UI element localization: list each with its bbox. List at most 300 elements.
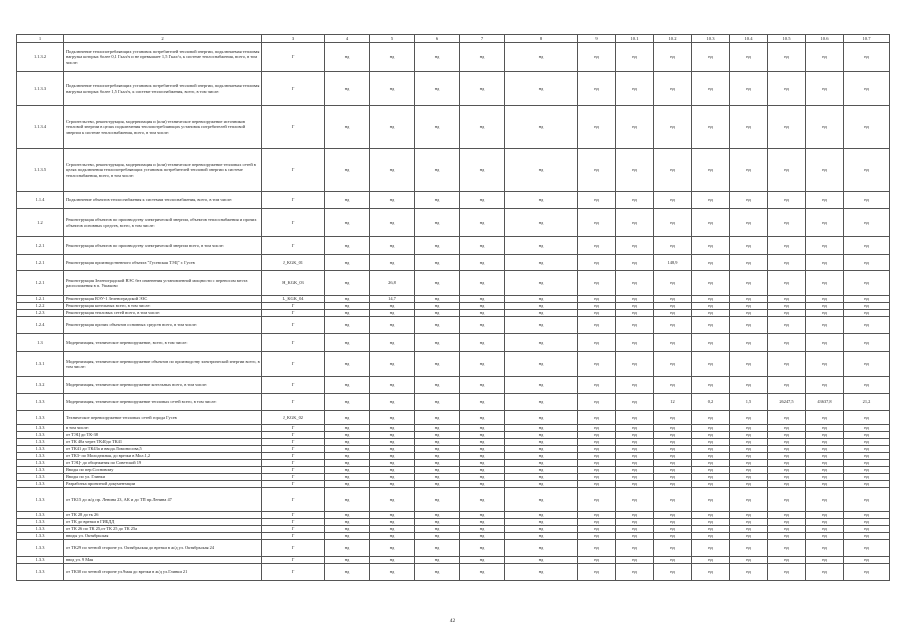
value-cell: нд (616, 237, 654, 255)
row-id-cell: Г (262, 439, 325, 446)
table-row (17, 271, 890, 296)
row-description-cell: Подключение теплопотребляющих установок потребителей тепловой энергии, подключаемая тепловая нагрузка которых более 0,1 Гкал/ч и не превышает 1,5 Гкал/ч, к системе теплоснабжения, всего, в том числе: (64, 43, 262, 72)
value-cell: 148,9 (654, 255, 692, 271)
value-cell: нд (616, 271, 654, 296)
value-cell: нд (578, 255, 616, 271)
value-cell: нд (370, 377, 415, 394)
value-cell: нд (730, 192, 768, 209)
column-header: 8 (505, 35, 578, 43)
value-cell: нд (415, 460, 460, 467)
value-cell: нд (616, 432, 654, 439)
value-cell: нд (654, 192, 692, 209)
row-code-cell: 1.2.1 (17, 271, 64, 296)
value-cell: нд (730, 533, 768, 540)
value-cell: нд (370, 303, 415, 310)
value-cell: нд (844, 533, 890, 540)
row-description-cell: Техническое перевооружение тепловых сетей города Гусев (64, 411, 262, 425)
value-cell: нд (616, 377, 654, 394)
column-header: 10.3 (692, 35, 730, 43)
value-cell: нд (370, 425, 415, 432)
value-cell: нд (768, 488, 806, 512)
value-cell: нд (578, 533, 616, 540)
row-code-cell: 1.1.3.2 (17, 43, 64, 72)
value-cell: нд (654, 557, 692, 564)
value-cell: нд (616, 564, 654, 581)
value-cell: нд (730, 540, 768, 557)
value-cell: нд (730, 460, 768, 467)
column-header: 5 (370, 35, 415, 43)
value-cell: нд (460, 411, 505, 425)
value-cell: нд (616, 512, 654, 519)
value-cell: нд (578, 352, 616, 377)
value-cell: нд (616, 474, 654, 481)
value-cell: нд (616, 557, 654, 564)
value-cell: нд (844, 519, 890, 526)
value-cell: нд (578, 106, 616, 149)
value-cell: нд (692, 334, 730, 352)
value-cell: нд (768, 317, 806, 334)
table-row (17, 310, 890, 317)
value-cell: нд (325, 460, 370, 467)
value-cell: нд (578, 453, 616, 460)
row-code-cell: 1.3.3 (17, 453, 64, 460)
value-cell: нд (370, 533, 415, 540)
value-cell: нд (370, 237, 415, 255)
value-cell: нд (370, 394, 415, 411)
value-cell: нд (578, 237, 616, 255)
row-code-cell: 1.1.3.5 (17, 149, 64, 192)
row-description-cell: от ТК30 по четной стороне ул.9мая до врезки в ж/д ул.Глинки 21 (64, 564, 262, 581)
value-cell: нд (578, 540, 616, 557)
value-cell: нд (806, 533, 844, 540)
value-cell: нд (415, 519, 460, 526)
value-cell: нд (370, 439, 415, 446)
value-cell: нд (460, 192, 505, 209)
value-cell: нд (768, 557, 806, 564)
value-cell: нд (460, 453, 505, 460)
value-cell: нд (370, 481, 415, 488)
table-row (17, 488, 890, 512)
value-cell: нд (654, 149, 692, 192)
table-row (17, 411, 890, 425)
value-cell: нд (692, 352, 730, 377)
value-cell: нд (505, 310, 578, 317)
value-cell: нд (730, 317, 768, 334)
row-description-cell: Подключение теплопотребляющих установок потребителей тепловой энергии, подключаемая тепловая нагрузка которых более 1,5 Гкал/ч, к системе теплоснабжения, всего, в том числе: (64, 72, 262, 106)
row-description-cell: Модернизация, техническое перевооружение объектов по производству электрической энергии всего, в том числе: (64, 352, 262, 377)
value-cell: нд (325, 377, 370, 394)
value-cell: нд (692, 317, 730, 334)
value-cell: нд (616, 467, 654, 474)
value-cell: нд (460, 481, 505, 488)
value-cell: нд (844, 425, 890, 432)
value-cell: нд (654, 72, 692, 106)
value-cell: нд (616, 439, 654, 446)
value-cell: нд (844, 557, 890, 564)
value-cell: нд (806, 474, 844, 481)
row-code-cell: 1.2.2 (17, 303, 64, 310)
value-cell: нд (325, 564, 370, 581)
value-cell: нд (415, 192, 460, 209)
row-id-cell: Г (262, 460, 325, 467)
value-cell: нд (460, 334, 505, 352)
column-header: 10.7 (844, 35, 890, 43)
value-cell: нд (654, 352, 692, 377)
value-cell: нд (768, 310, 806, 317)
value-cell: нд (844, 564, 890, 581)
value-cell: нд (505, 467, 578, 474)
value-cell: нд (806, 334, 844, 352)
value-cell: нд (654, 271, 692, 296)
value-cell: нд (370, 192, 415, 209)
value-cell: нд (415, 43, 460, 72)
value-cell: нд (654, 237, 692, 255)
value-cell: нд (578, 411, 616, 425)
table-row (17, 564, 890, 581)
row-description-cell: ввод ул. 9 Мая (64, 557, 262, 564)
value-cell: нд (768, 255, 806, 271)
column-header: 7 (460, 35, 505, 43)
value-cell: 21,2 (844, 394, 890, 411)
value-cell: нд (730, 106, 768, 149)
value-cell: нд (768, 271, 806, 296)
row-id-cell: Г (262, 334, 325, 352)
value-cell: нд (370, 352, 415, 377)
value-cell: нд (654, 460, 692, 467)
table-row (17, 106, 890, 149)
value-cell: нд (616, 334, 654, 352)
row-description-cell: от ТК29 по четной стороне ул. Октябрьская до врезки в ж/д ул. Октябрьская 24 (64, 540, 262, 557)
table-row (17, 481, 890, 488)
value-cell: нд (325, 310, 370, 317)
value-cell: нд (505, 432, 578, 439)
value-cell: нд (768, 564, 806, 581)
value-cell: нд (768, 237, 806, 255)
value-cell: нд (692, 526, 730, 533)
row-id-cell: Г (262, 310, 325, 317)
value-cell: нд (370, 453, 415, 460)
value-cell: нд (460, 255, 505, 271)
value-cell: нд (844, 43, 890, 72)
table-body (17, 35, 890, 581)
table-row (17, 296, 890, 303)
value-cell: нд (806, 446, 844, 453)
value-cell: нд (806, 255, 844, 271)
value-cell: нд (505, 43, 578, 72)
row-code-cell: 1.3.3 (17, 533, 64, 540)
row-code-cell: 1.3.3 (17, 446, 64, 453)
row-code-cell: 1.3.3 (17, 481, 64, 488)
value-cell: нд (654, 526, 692, 533)
value-cell: нд (415, 149, 460, 192)
value-cell: нд (806, 512, 844, 519)
value-cell: нд (730, 432, 768, 439)
column-header: 6 (415, 35, 460, 43)
value-cell: нд (578, 519, 616, 526)
value-cell: нд (768, 474, 806, 481)
value-cell: нд (692, 519, 730, 526)
value-cell: нд (768, 209, 806, 237)
table-row (17, 467, 890, 474)
value-cell: нд (415, 310, 460, 317)
value-cell: нд (768, 192, 806, 209)
value-cell: нд (325, 439, 370, 446)
value-cell: нд (415, 237, 460, 255)
value-cell: нд (325, 557, 370, 564)
row-code-cell: 1.3.3 (17, 526, 64, 533)
row-description-cell: Модернизация, техническое перевооружение, всего, в том числе: (64, 334, 262, 352)
value-cell: нд (654, 334, 692, 352)
row-id-cell: Г (262, 519, 325, 526)
value-cell: нд (730, 209, 768, 237)
row-code-cell: 1.3.3 (17, 467, 64, 474)
value-cell: нд (730, 439, 768, 446)
table-row (17, 432, 890, 439)
row-description-cell: Реконструкция ВЭУ-1 Зеленоградской ЭЗС (64, 296, 262, 303)
value-cell: нд (730, 334, 768, 352)
value-cell: нд (415, 317, 460, 334)
row-description-cell: Реконструкция объектов по производству электрической энергии, объектов теплоснабжения и прочих объектов основных средств, всего, в том числе: (64, 209, 262, 237)
value-cell: нд (325, 488, 370, 512)
value-cell: нд (505, 446, 578, 453)
row-code-cell: 1.2.1 (17, 237, 64, 255)
value-cell: нд (415, 352, 460, 377)
value-cell: нд (806, 149, 844, 192)
row-id-cell: Г (262, 352, 325, 377)
value-cell: нд (505, 526, 578, 533)
row-id-cell: J_KGK_02 (262, 411, 325, 425)
value-cell: нд (460, 474, 505, 481)
value-cell: нд (616, 352, 654, 377)
value-cell: нд (415, 481, 460, 488)
value-cell: нд (768, 352, 806, 377)
value-cell: нд (654, 481, 692, 488)
value-cell: нд (730, 425, 768, 432)
value-cell: нд (460, 271, 505, 296)
value-cell: нд (505, 512, 578, 519)
value-cell: нд (654, 512, 692, 519)
row-description-cell: Реконструкция производственного объекта "Гусевская ТЭЦ" г. Гусев (64, 255, 262, 271)
row-description-cell: Разработка проектной документации (64, 481, 262, 488)
row-description-cell: Модернизация, техническое перевооружение котельных всего, в том числе: (64, 377, 262, 394)
row-description-cell: Реконструкция прочих объектов основных средств всего, в том числе: (64, 317, 262, 334)
value-cell: нд (325, 425, 370, 432)
investment-program-table (16, 34, 890, 581)
value-cell: нд (460, 106, 505, 149)
table-row (17, 519, 890, 526)
table-row (17, 533, 890, 540)
row-description-cell: Вводы по пер.Сосновому (64, 467, 262, 474)
value-cell: нд (768, 334, 806, 352)
value-cell: нд (505, 72, 578, 106)
value-cell: нд (654, 564, 692, 581)
value-cell: нд (505, 481, 578, 488)
value-cell: нд (370, 310, 415, 317)
value-cell: нд (460, 446, 505, 453)
value-cell: нд (616, 481, 654, 488)
value-cell: нд (505, 271, 578, 296)
value-cell: нд (460, 72, 505, 106)
value-cell: нд (460, 352, 505, 377)
value-cell: нд (325, 303, 370, 310)
table-row (17, 317, 890, 334)
value-cell: нд (578, 72, 616, 106)
row-id-cell: Г (262, 432, 325, 439)
value-cell: нд (578, 439, 616, 446)
value-cell: нд (730, 310, 768, 317)
value-cell: нд (415, 564, 460, 581)
value-cell: нд (460, 512, 505, 519)
value-cell: нд (768, 540, 806, 557)
value-cell: нд (806, 271, 844, 296)
value-cell: нд (415, 334, 460, 352)
table-row (17, 474, 890, 481)
value-cell: нд (578, 334, 616, 352)
value-cell: нд (578, 317, 616, 334)
value-cell: нд (844, 526, 890, 533)
value-cell: нд (692, 43, 730, 72)
value-cell: нд (325, 446, 370, 453)
value-cell: нд (692, 310, 730, 317)
value-cell: нд (460, 237, 505, 255)
value-cell: нд (415, 255, 460, 271)
value-cell: нд (616, 519, 654, 526)
value-cell: нд (806, 467, 844, 474)
value-cell: нд (768, 43, 806, 72)
row-code-cell: 1.3.3 (17, 411, 64, 425)
value-cell: нд (730, 453, 768, 460)
value-cell: нд (692, 467, 730, 474)
value-cell: 26247,5 (768, 394, 806, 411)
table-row (17, 425, 890, 432)
row-code-cell: 1.3.3 (17, 512, 64, 519)
value-cell: нд (415, 72, 460, 106)
value-cell: нд (806, 411, 844, 425)
value-cell: нд (415, 512, 460, 519)
value-cell: нд (415, 106, 460, 149)
value-cell: нд (844, 446, 890, 453)
value-cell: нд (806, 317, 844, 334)
value-cell: нд (325, 533, 370, 540)
value-cell: нд (806, 352, 844, 377)
value-cell: нд (768, 425, 806, 432)
value-cell: нд (415, 432, 460, 439)
value-cell: нд (415, 303, 460, 310)
value-cell: нд (415, 439, 460, 446)
value-cell: нд (578, 564, 616, 581)
value-cell: нд (325, 352, 370, 377)
table-row (17, 557, 890, 564)
value-cell: нд (370, 467, 415, 474)
table-row (17, 453, 890, 460)
value-cell: нд (692, 296, 730, 303)
value-cell: нд (415, 540, 460, 557)
row-id-cell: Г (262, 317, 325, 334)
value-cell: нд (844, 432, 890, 439)
value-cell: нд (505, 334, 578, 352)
value-cell: нд (578, 271, 616, 296)
value-cell: нд (692, 255, 730, 271)
value-cell: нд (844, 460, 890, 467)
value-cell: нд (325, 192, 370, 209)
value-cell: нд (325, 394, 370, 411)
value-cell: нд (616, 446, 654, 453)
row-id-cell: Г (262, 72, 325, 106)
table-row (17, 526, 890, 533)
value-cell: нд (325, 512, 370, 519)
value-cell: 26,8 (370, 271, 415, 296)
page-number: 42 (449, 618, 456, 624)
value-cell: нд (730, 237, 768, 255)
table-row (17, 377, 890, 394)
value-cell: нд (460, 432, 505, 439)
row-code-cell: 1.3.3 (17, 540, 64, 557)
value-cell: нд (844, 334, 890, 352)
value-cell: нд (460, 394, 505, 411)
value-cell: нд (692, 557, 730, 564)
value-cell: нд (415, 557, 460, 564)
value-cell: нд (654, 519, 692, 526)
row-description-cell: Строительство, реконструкция, модернизация и (или) техническое перевооружение источников тепловой энергии в целях подключения теплопотребляющих установок потребителей тепловой энергии к системе теплоснабжения, всего, в том числе: (64, 106, 262, 149)
value-cell: нд (415, 533, 460, 540)
value-cell: нд (844, 474, 890, 481)
value-cell: нд (692, 540, 730, 557)
row-id-cell: Г (262, 564, 325, 581)
value-cell: нд (415, 453, 460, 460)
value-cell: нд (616, 460, 654, 467)
value-cell: нд (578, 432, 616, 439)
value-cell: нд (505, 411, 578, 425)
value-cell: нд (844, 271, 890, 296)
value-cell: нд (730, 411, 768, 425)
value-cell: нд (692, 432, 730, 439)
value-cell: нд (616, 149, 654, 192)
value-cell: нд (578, 192, 616, 209)
row-description-cell: Реконструкция объектов по производству электрической энергии всего, в том числе: (64, 237, 262, 255)
value-cell: нд (692, 411, 730, 425)
value-cell: нд (578, 149, 616, 192)
value-cell: нд (730, 377, 768, 394)
value-cell: нд (616, 533, 654, 540)
value-cell: нд (768, 512, 806, 519)
row-description-cell: от ТК 26 по ТК 25,от ТК 25 до ТК 25а (64, 526, 262, 533)
value-cell: нд (325, 540, 370, 557)
value-cell: нд (844, 317, 890, 334)
value-cell: нд (460, 533, 505, 540)
value-cell: нд (844, 411, 890, 425)
value-cell: нд (692, 425, 730, 432)
value-cell: нд (460, 43, 505, 72)
row-code-cell: 1.1.4 (17, 192, 64, 209)
table-row (17, 540, 890, 557)
value-cell: нд (370, 540, 415, 557)
column-header: 10.1 (616, 35, 654, 43)
value-cell: нд (370, 209, 415, 237)
value-cell: нд (325, 271, 370, 296)
table-row (17, 149, 890, 192)
value-cell: нд (578, 460, 616, 467)
value-cell: нд (460, 296, 505, 303)
value-cell: нд (505, 519, 578, 526)
row-id-cell: Г (262, 467, 325, 474)
value-cell: нд (505, 106, 578, 149)
value-cell: нд (692, 453, 730, 460)
row-description-cell: Вводы по ул. Глинки (64, 474, 262, 481)
value-cell: нд (505, 425, 578, 432)
row-code-cell: 1.2.1 (17, 296, 64, 303)
value-cell: нд (806, 43, 844, 72)
value-cell: нд (692, 72, 730, 106)
